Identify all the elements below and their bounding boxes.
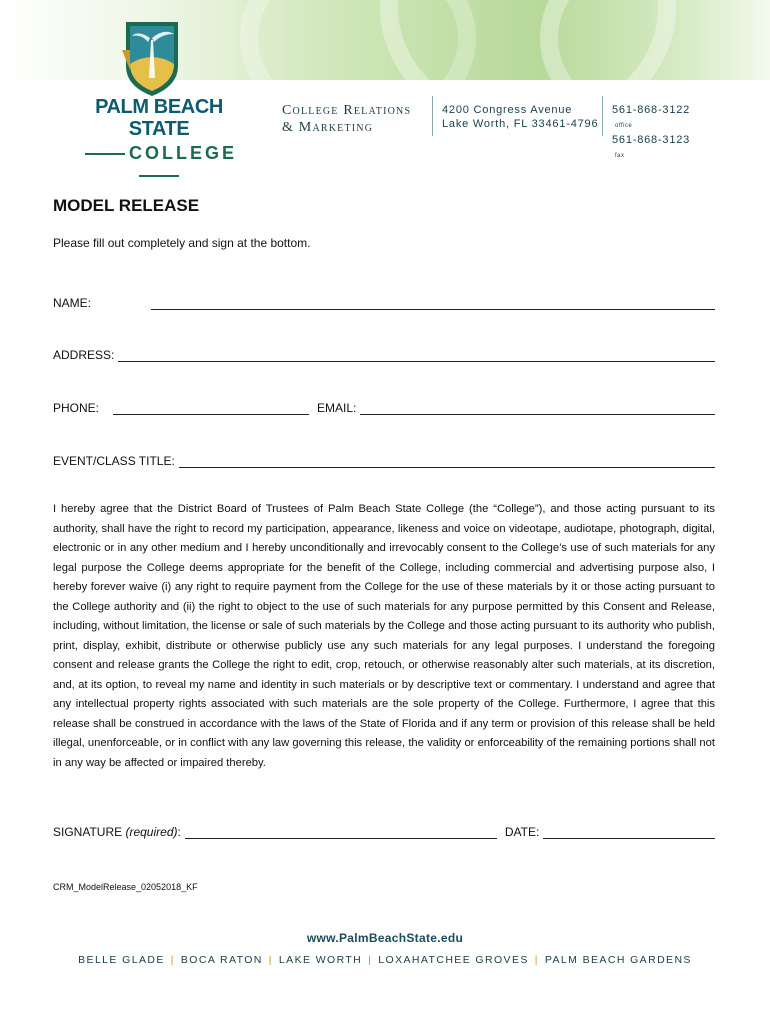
signature-date-field [53,825,715,839]
college-logo [64,96,254,186]
campus-item: LAKE WORTH [278,954,363,966]
header-banner [0,0,770,80]
address-label: ADDRESS: [53,348,115,362]
phone-label: PHONE: [53,401,100,415]
email-input-line[interactable] [360,402,715,415]
name-input-line[interactable] [151,297,715,310]
campus-separator: | [268,954,273,966]
address-line1: 4200 Congress Avenue [442,104,573,116]
date-label: DATE: [504,825,540,839]
logo-line2: COLLEGE [64,142,254,186]
address-input-line[interactable] [118,349,715,362]
event-label: EVENT/CLASS TITLE: [53,454,175,468]
form-instructions: Please fill out completely and sign at the bottom. [53,236,311,250]
campus-list [0,954,770,966]
college-logo-icon [120,20,184,98]
release-text: I hereby agree that the District Board of Trustees of Palm Beach State College (the “College”), and those acting pursuant to its authority, shall have the right to record my participation, appearance, likeness and voice on videotape, audiotape, photograph, digital, electronic or in any other medium and I hereby unconditionally and irrevocably consent to the College’s use of such materials for any legal purpose the College deems appropriate for the benefit of the College, including commercial and advertising purpose also, I hereby forever waive (i) any right to require payment from the College for the use of these materials by it or those acting pursuant to the College authority and (ii) the right to object to the use of such materials for any purpose permitted by this Consent and Release, including, without limitation, the license or sale of such materials by the College and those acting pursuant to its authority who publish, print, display, exhibit, distribute or otherwise publicly use any such materials for any legal purposes. I understand the foregoing consent and release grants the College the right to edit, crop, retouch, or otherwise reasonably alter such materials, at its discretion, and, at its option, to reveal my name and identity in such materials or by descriptive text or commentary. I understand and agree that any intellectual property rights associated with such materials are the sole property of the College. Furthermore, I agree that this release shall be construed in accordance with the laws of the State of Florida and if any term or provision of this release shall be held illegal, unenforceable, or in conflict with any law governing this release, the validity or enforceability of the remaining portions shall not in any way be affected or impaired thereby. [53,503,715,769]
name-label: NAME: [53,296,92,310]
date-input-line[interactable] [543,826,715,839]
signature-input-line[interactable] [185,826,497,839]
name-field [53,296,715,310]
header-divider [602,96,603,136]
address-line2: Lake Worth, FL 33461-4796 [442,118,599,130]
website-link[interactable]: www.PalmBeachState.edu [306,931,464,945]
logo-line1: PALM BEACH STATE [95,96,223,140]
campus-separator: | [534,954,539,966]
campus-separator: | [170,954,175,966]
email-label: EMAIL: [317,401,357,415]
dept-line1: College Relations [282,103,412,118]
campus-item: BOCA RATON [180,954,263,966]
campus-separator: | [368,954,373,966]
header-divider [432,96,433,136]
college-address [442,103,598,131]
college-phones [612,103,690,163]
phone-email-field [53,401,715,415]
dept-line2: & Marketing [282,120,374,135]
document-code: CRM_ModelRelease_02052018_KF [53,882,198,892]
campus-item: PALM BEACH GARDENS [544,954,692,966]
event-field [53,454,715,468]
department-name [282,102,411,136]
phone-input-line[interactable] [113,402,309,415]
address-field [53,348,715,362]
event-input-line[interactable] [179,455,715,468]
campus-item: LOXAHATCHEE GROVES [378,954,529,966]
phone-office: 561-868-3122 office [612,104,691,129]
phone-fax: 561-868-3123 fax [612,134,691,159]
page-title: MODEL RELEASE [53,196,200,215]
signature-label: SIGNATURE (required): [53,825,181,839]
campus-item: BELLE GLADE [78,954,165,966]
